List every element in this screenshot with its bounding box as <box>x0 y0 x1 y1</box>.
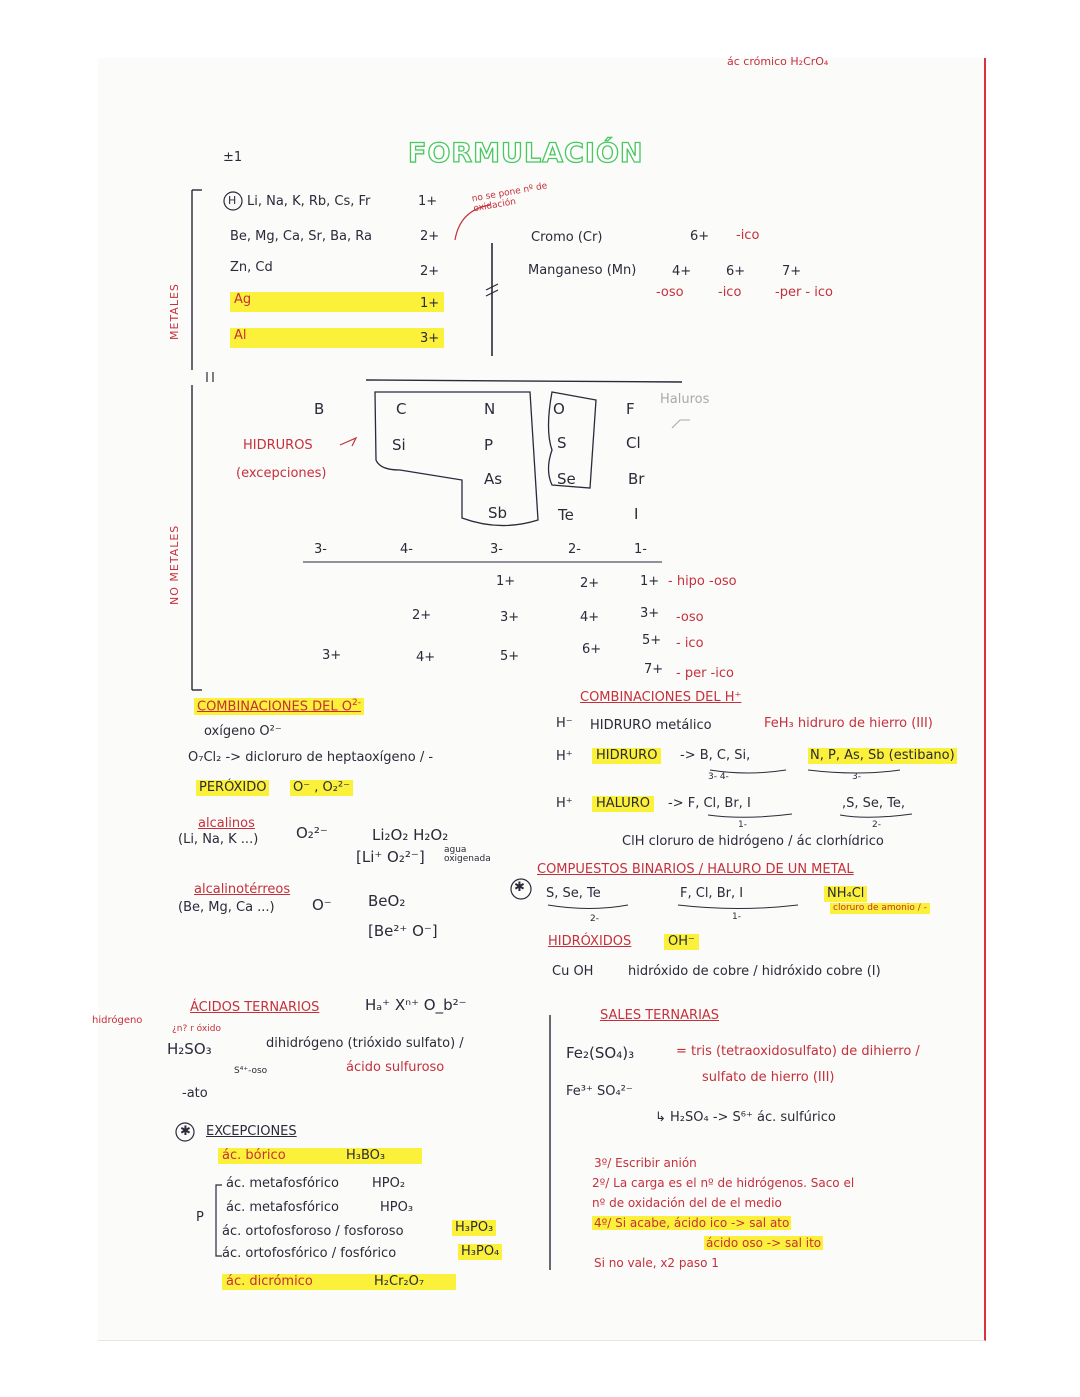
binarios-left-charge: 2- <box>590 914 599 924</box>
sidebar-metales: METALES <box>168 283 181 340</box>
sales-step-0: 3º/ Escribir anión <box>594 1156 697 1170</box>
col-n-pos-1: 3+ <box>500 610 520 625</box>
acidos-heading: ÁCIDOS TERNARIOS <box>190 1000 320 1015</box>
binarios-right: F, Cl, Br, I <box>680 886 744 901</box>
li-ion: [Li⁺ O₂²⁻] <box>356 848 425 866</box>
exc-row-5-name: ác. dicrómico <box>226 1274 313 1289</box>
hydrogen-heading: COMBINACIONES DEL H⁺ <box>580 690 742 705</box>
haluro-elems2: ,S, Se, Te, <box>842 796 906 811</box>
halogen-suffix-0: - hipo -oso <box>668 574 737 589</box>
halogen-suffix-2: - ico <box>676 636 704 651</box>
binarios-star: ✱ <box>514 880 525 895</box>
cromo-name: Cromo (Cr) <box>531 230 603 245</box>
exc-row-5-formula: H₂Cr₂O₇ <box>374 1274 425 1289</box>
metals-circled-h: H <box>228 194 237 207</box>
exc-row-0 <box>218 1148 422 1164</box>
excepciones-p: P <box>196 1210 204 1225</box>
binarios-heading: COMPUESTOS BINARIOS / HALURO DE UN METAL <box>537 862 854 877</box>
hidruro-charge2: 3- <box>852 772 861 782</box>
be-formula: BeO₂ <box>368 892 406 910</box>
col-f-el-2: Br <box>628 470 645 488</box>
binarios-right-charge: 1- <box>732 912 741 922</box>
metals-row-5-charge: 3+ <box>420 331 440 346</box>
col-o-pos-0: 2+ <box>580 576 600 591</box>
col-o-el-1: S <box>557 434 567 452</box>
alcalinoterreos-ion: O⁻ <box>312 896 332 914</box>
metals-row-3: Zn, Cd <box>230 260 273 275</box>
hidruros-label: HIDRUROS <box>243 438 313 453</box>
peroxido-ions: O⁻ , O₂²⁻ <box>290 780 353 796</box>
haluro-ex: ClH cloruro de hidrógeno / ác clorhídrico <box>622 834 884 849</box>
oxygen-heading <box>194 698 364 715</box>
col-f-el-3: I <box>634 505 639 523</box>
col-f-pos-2: 5+ <box>642 633 662 648</box>
hidruro-ion: H⁺ <box>556 749 573 764</box>
metals-row-5 <box>230 328 444 348</box>
exc-row-3-name: ác. ortofosforoso / fosforoso <box>222 1224 404 1239</box>
haluro-elems: -> F, Cl, Br, I <box>668 796 751 811</box>
cu-formula: Cu OH <box>552 964 594 979</box>
page-title: FORMULACIÓN <box>408 138 644 169</box>
col-o-el-0: O <box>553 400 565 418</box>
manganeso-name: Manganeso (Mn) <box>528 263 637 278</box>
sales-step: ↳ H₂SO₄ -> S⁶⁺ ác. sulfúrico <box>655 1110 836 1125</box>
haluro-charge: 1- <box>738 820 747 830</box>
sales-step-3: 4º/ Si acabe, ácido ico -> sal ato <box>594 1216 790 1230</box>
sales-step-5: Si no vale, x2 paso 1 <box>594 1256 719 1270</box>
metals-note: no se pone nº de oxidación <box>471 181 549 215</box>
sidebar-no-metales: NO METALES <box>168 524 181 605</box>
col-n-el-2: As <box>484 470 503 488</box>
col-o-el-3: Te <box>558 506 574 524</box>
metals-row-1: Li, Na, K, Rb, Cs, Fr <box>247 194 371 209</box>
hidruro-metalico-ion: H⁻ <box>556 716 573 731</box>
hidroxidos-label: HIDRÓXIDOS <box>548 934 632 949</box>
sales-example-name2: sulfato de hierro (III) <box>702 1070 835 1085</box>
nh4-formula: NH₄Cl <box>824 886 867 902</box>
alcalinos-ion: O₂²⁻ <box>296 824 328 842</box>
exc-row-4-formula: H₃PO₄ <box>458 1244 502 1260</box>
col-f-el-1: Cl <box>626 434 641 452</box>
metals-row-2-charge: 2+ <box>420 229 440 244</box>
acidos-example-acid: ácido sulfuroso <box>346 1060 445 1075</box>
col-f-el-0: F <box>626 400 635 418</box>
sales-example-name: = tris (tetraoxidosulfato) de dihierro / <box>676 1044 920 1059</box>
metals-row-5-element: Al <box>234 328 247 343</box>
col-b-el-0: B <box>314 400 325 418</box>
sales-step-4: ácido oso -> sal ito <box>706 1236 822 1250</box>
col-o-neg: 2- <box>568 542 581 557</box>
exc-row-4-name: ác. ortofosfórico / fosfórico <box>222 1246 397 1261</box>
agua-oxigenada: agua oxigenada <box>444 845 491 864</box>
cromo-suffix: -ico <box>736 228 760 243</box>
hidruro-elems: -> B, C, Si, <box>680 748 751 763</box>
col-o-pos-1: 4+ <box>580 610 600 625</box>
excepciones-label: EXCEPCIONES <box>206 1124 297 1139</box>
acidos-ato: -ato <box>182 1086 208 1101</box>
exc-row-1-formula: HPO₂ <box>372 1176 406 1191</box>
metals-row-4 <box>230 292 444 312</box>
col-c-el-1: Si <box>392 436 406 454</box>
haluro-label: HALURO <box>592 796 654 812</box>
peroxido-label: PERÓXIDO <box>196 780 269 796</box>
col-n-el-0: N <box>484 400 496 418</box>
alcalinoterreos-list: (Be, Mg, Ca ...) <box>178 900 275 915</box>
acidos-s-state: S⁴⁺-oso <box>234 1066 268 1076</box>
col-n-pos-0: 1+ <box>496 574 516 589</box>
top-note: ác crómico H₂CrO₄ <box>727 55 829 68</box>
col-b-neg: 3- <box>314 542 327 557</box>
exc-row-0-name: ác. bórico <box>222 1148 286 1163</box>
exc-row-1-name: ác. metafosfórico <box>226 1176 339 1191</box>
col-b-pos-0: 3+ <box>322 648 342 663</box>
cu-name: hidróxido de cobre / hidróxido cobre (I) <box>628 964 881 979</box>
mn-state-2: 6+ <box>726 264 746 279</box>
col-n-neg: 3- <box>490 542 503 557</box>
oxygen-example: O₇Cl₂ -> dicloruro de heptaoxígeno / - <box>188 750 434 765</box>
be-ion: [Be²⁺ O⁻] <box>368 922 438 940</box>
metals-roman-header: ±1 <box>223 150 243 165</box>
exc-row-2-name: ác. metafosfórico <box>226 1200 339 1215</box>
acidos-example: H₂SO₃ <box>167 1040 212 1058</box>
metals-row-4-charge: 1+ <box>420 296 440 311</box>
col-f-pos-0: 1+ <box>640 574 660 589</box>
sales-example: Fe₂(SO₄)₃ <box>566 1044 635 1062</box>
cromo-state: 6+ <box>690 229 710 244</box>
metals-row-1-charge: 1+ <box>418 194 438 209</box>
sales-ions: Fe³⁺ SO₄²⁻ <box>566 1084 633 1099</box>
alcalinoterreos-label: alcalinotérreos <box>194 882 291 897</box>
col-o-pos-2: 6+ <box>582 642 602 657</box>
acidos-example-name: dihidrógeno (trióxido sulfato) / <box>266 1036 464 1051</box>
excepciones-star: ✱ <box>180 1124 191 1139</box>
mn-state-3: 7+ <box>782 264 802 279</box>
oh-ion: OH⁻ <box>664 934 699 950</box>
li-formula: Li₂O₂ H₂O₂ <box>372 826 449 844</box>
hidruro-metalico-ex: FeH₃ hidruro de hierro (III) <box>764 716 933 731</box>
halogen-suffix-3: - per -ico <box>676 666 734 681</box>
haluros-label: Haluros <box>660 392 710 407</box>
acidos-general: Hₐ⁺ Xⁿ⁺ O_b²⁻ <box>365 996 467 1014</box>
metals-row-3-charge: 2+ <box>420 264 440 279</box>
col-c-neg: 4- <box>400 542 413 557</box>
alcalinos-list: (Li, Na, K ...) <box>178 832 259 847</box>
haluro-ion: H⁺ <box>556 796 573 811</box>
col-c-pos-1: 4+ <box>416 650 436 665</box>
col-n-el-1: P <box>484 436 494 454</box>
sidebar-hidrogeno: hidrógeno <box>92 1015 143 1026</box>
haluro-charge2: 2- <box>872 820 881 830</box>
col-n-pos-2: 5+ <box>500 649 520 664</box>
acidos-hint: ¿n? r óxido <box>172 1024 221 1034</box>
sales-step-2: nº de oxidación del de el medio <box>592 1196 782 1210</box>
nh4-name: cloruro de amonio / - <box>830 903 930 914</box>
col-c-el-0: C <box>396 400 407 418</box>
oxygen-heading-text: COMBINACIONES DEL O <box>197 699 352 715</box>
metals-row-2: Be, Mg, Ca, Sr, Ba, Ra <box>230 229 372 244</box>
mn-suffix-2: -ico <box>718 285 742 300</box>
mn-state-1: 4+ <box>672 264 692 279</box>
col-f-pos-3: 7+ <box>644 662 664 677</box>
sales-step-1: 2º/ La carga es el nº de hidrógenos. Saco el <box>592 1176 855 1190</box>
binarios-left: S, Se, Te <box>546 886 601 901</box>
col-n-el-3: Sb <box>488 504 508 522</box>
excepciones-label: (excepciones) <box>236 466 327 481</box>
col-f-neg: 1- <box>634 542 647 557</box>
col-o-el-2: Se <box>557 470 576 488</box>
oxigeno-line: oxígeno O²⁻ <box>204 724 282 739</box>
exc-row-0-formula: H₃BO₃ <box>346 1148 386 1163</box>
mn-suffix-1: -oso <box>656 285 684 300</box>
metals-row-4-element: Ag <box>234 292 252 307</box>
col-c-pos-0: 2+ <box>412 608 432 623</box>
sales-heading: SALES TERNARIAS <box>600 1008 720 1023</box>
hidruro-elems2: N, P, As, Sb (estibano) <box>810 748 955 763</box>
alcalinos-label: alcalinos <box>198 816 255 831</box>
hidruro-metalico: HIDRURO metálico <box>590 718 712 733</box>
hidruro-label: HIDRURO <box>592 748 661 764</box>
halogen-suffix-1: -oso <box>676 610 704 625</box>
col-f-pos-1: 3+ <box>640 606 660 621</box>
oxygen-heading-sup: 2- <box>351 698 361 708</box>
exc-row-3-formula: H₃PO₃ <box>452 1220 496 1236</box>
mn-suffix-3: -per - ico <box>775 285 833 300</box>
exc-row-2-formula: HPO₃ <box>380 1200 414 1215</box>
hidruro-charges: 3- 4- <box>708 772 729 782</box>
